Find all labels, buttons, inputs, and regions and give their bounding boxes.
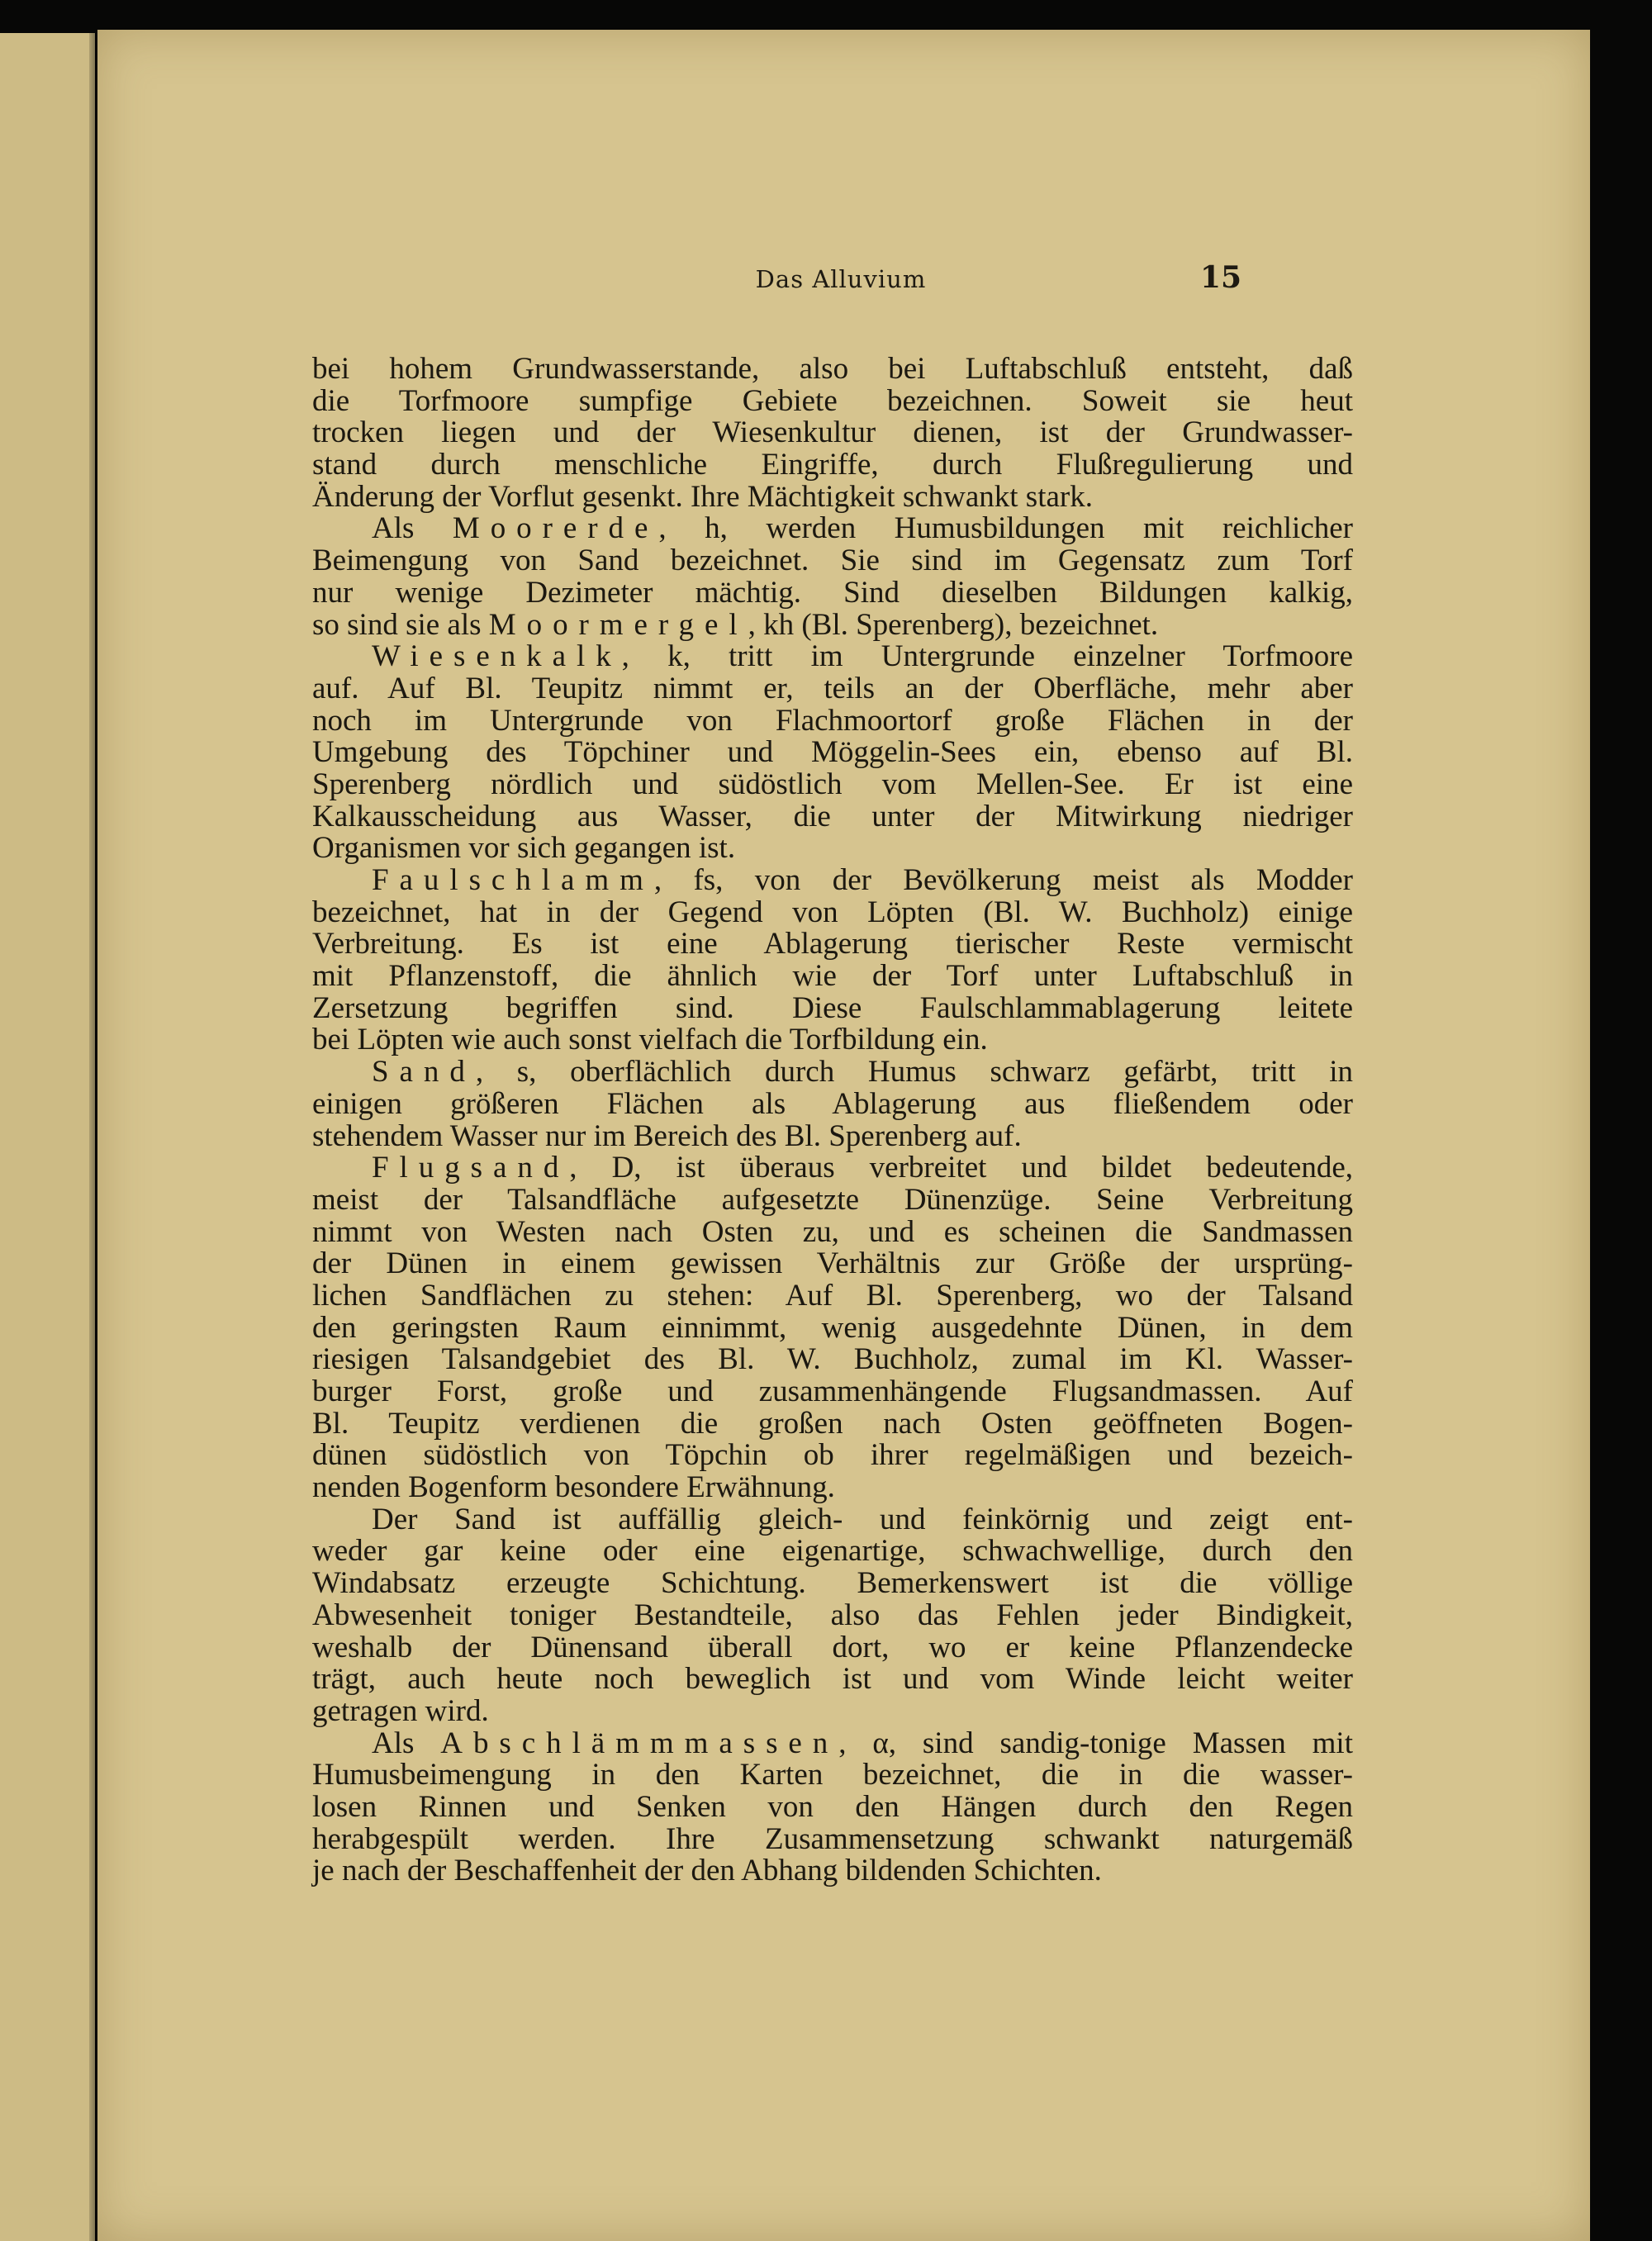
text-line: Organismen vor sich gegangen ist. xyxy=(312,831,736,866)
text-line: einigen größeren Flächen als Ablagerung aus fließendem oder xyxy=(312,1086,1353,1121)
running-head xyxy=(97,260,1590,315)
text-line: meist der Talsandfläche aufgesetzte Dünenzüge. Seine Verbreitung xyxy=(312,1182,1353,1217)
text-line: trägt, auch heute noch beweglich ist und vom Winde leicht weiter xyxy=(312,1662,1353,1697)
text-line: Änderung der Vorflut gesenkt. Ihre Mächtigkeit schwankt stark. xyxy=(312,479,1093,514)
text-line: Sperenberg nördlich und südöstlich vom Mellen-See. Er ist eine xyxy=(312,767,1353,801)
text-line: der Dünen in einem gewissen Verhältnis zur Größe der ursprüng- xyxy=(312,1246,1353,1281)
text-line: den geringsten Raum einnimmt, wenig ausgedehnte Dünen, in dem xyxy=(312,1310,1353,1345)
book-page xyxy=(97,30,1590,2241)
text-line: nimmt von Westen nach Osten zu, und es scheinen die Sandmassen xyxy=(312,1214,1353,1249)
text-line: noch im Untergrunde von Flachmoortorf große Flächen in der xyxy=(312,703,1353,738)
page-number: 15 xyxy=(1200,260,1242,295)
text-line: weshalb der Dünensand überall dort, wo er keine Pflanzendecke xyxy=(312,1630,1353,1664)
running-title: Das Alluvium xyxy=(755,265,927,293)
text-line: riesigen Talsandgebiet des Bl. W. Buchholz, zumal im Kl. Wasser- xyxy=(312,1342,1353,1377)
text-line: Bl. Teupitz verdienen die großen nach Osten geöffneten Bogen- xyxy=(312,1406,1353,1441)
text-line: dünen südöstlich von Töpchin ob ihrer regelmäßigen und bezeich- xyxy=(312,1438,1353,1473)
text-line: Flugsand, D, ist überaus verbreitet und bildet bedeutende, xyxy=(372,1151,1353,1185)
text-line: Als Abschlämmmassen, α, sind sandig-tonige Massen mit xyxy=(372,1726,1353,1760)
text-line: auf. Auf Bl. Teupitz nimmt er, teils an der Oberfläche, mehr aber xyxy=(312,671,1353,705)
text-line: Umgebung des Töpchiner und Möggelin-Sees ein, ebenso auf Bl. xyxy=(312,735,1353,770)
text-line: lichen Sandflächen zu stehen: Auf Bl. Sperenberg, wo der Talsand xyxy=(312,1278,1353,1313)
text-line: Faulschlamm, fs, von der Bevölkerung meist als Modder xyxy=(372,863,1353,897)
text-line: so sind sie als Moormergel, kh (Bl. Sperenberg), bezeichnet. xyxy=(312,607,1159,642)
text-line: getragen wird. xyxy=(312,1693,489,1728)
text-line: Kalkausscheidung aus Wasser, die unter der Mitwirkung niedriger xyxy=(312,799,1353,833)
text-line: die Torfmoore sumpfige Gebiete bezeichnen. Soweit sie heut xyxy=(312,383,1353,418)
text-line: Sand, s, oberflächlich durch Humus schwarz gefärbt, tritt in xyxy=(372,1055,1353,1090)
text-line: bei hohem Grundwasserstande, also bei Luftabschluß entsteht, daß xyxy=(312,352,1353,386)
text-line: weder gar keine oder eine eigenartige, schwachwellige, durch den xyxy=(312,1534,1353,1569)
text-line: Windabsatz erzeugte Schichtung. Bemerkenswert ist die völlige xyxy=(312,1566,1353,1601)
text-line: losen Rinnen und Senken von den Hängen durch den Regen xyxy=(312,1789,1353,1824)
text-line: Beimengung von Sand bezeichnet. Sie sind im Gegensatz zum Torf xyxy=(312,544,1353,578)
text-line: Der Sand ist auffällig gleich- und feinkörnig und zeigt ent- xyxy=(372,1502,1353,1536)
text-line: nenden Bogenform besondere Erwähnung. xyxy=(312,1470,835,1505)
text-line: herabgespült werden. Ihre Zusammensetzung schwankt naturgemäß xyxy=(312,1821,1353,1856)
text-line: Zersetzung begriffen sind. Diese Faulschlammablagerung leitete xyxy=(312,990,1353,1025)
text-line: Als Moorerde, h, werden Humusbildungen mit reichlicher xyxy=(372,511,1353,546)
text-line: bezeichnet, hat in der Gegend von Löpten (Bl. W. Buchholz) einige xyxy=(312,895,1353,929)
text-line: Humusbeimengung in den Karten bezeichnet, die in die wasser- xyxy=(312,1758,1353,1792)
text-line: Wiesenkalk, k, tritt im Untergrunde einzelner Torfmoore xyxy=(372,639,1353,674)
text-line: stand durch menschliche Eingriffe, durch Flußregulierung und xyxy=(312,448,1353,482)
text-line: Abwesenheit toniger Bestandteile, also das Fehlen jeder Bindigkeit, xyxy=(312,1598,1353,1632)
text-line: trocken liegen und der Wiesenkultur dienen, ist der Grundwasser- xyxy=(312,415,1353,450)
text-line: nur wenige Dezimeter mächtig. Sind dieselben Bildungen kalkig, xyxy=(312,575,1353,610)
text-line: burger Forst, große und zusammenhängende Flugsandmassen. Auf xyxy=(312,1375,1353,1408)
text-line: bei Löpten wie auch sonst vielfach die Torfbildung ein. xyxy=(312,1023,988,1057)
text-line: mit Pflanzenstoff, die ähnlich wie der Torf unter Luftabschluß in xyxy=(312,959,1353,994)
text-line: je nach der Beschaffenheit der den Abhang bildenden Schichten. xyxy=(312,1854,1102,1888)
text-line: Verbreitung. Es ist eine Ablagerung tierischer Reste vermischt xyxy=(312,927,1353,961)
binding-shadow xyxy=(89,33,97,2241)
body-text xyxy=(312,354,1353,1887)
text-line: stehendem Wasser nur im Bereich des Bl. Sperenberg auf. xyxy=(312,1118,1022,1153)
previous-page-edge xyxy=(0,33,95,2241)
